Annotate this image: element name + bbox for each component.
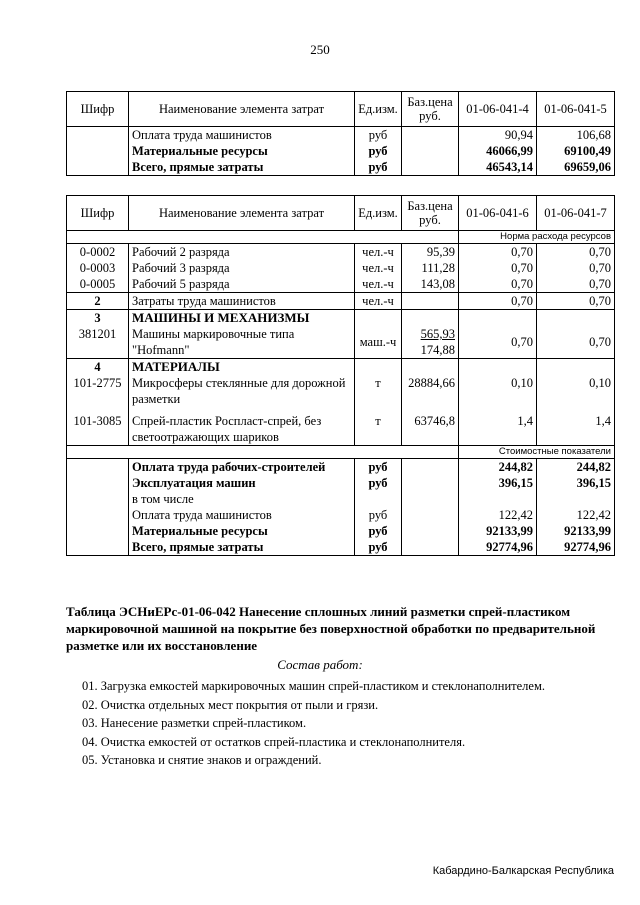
row-value-2: 1,4 bbox=[537, 407, 615, 446]
row-unit: чел.-ч bbox=[355, 244, 402, 261]
cost-value-1: 396,15 bbox=[459, 475, 537, 491]
row-value-2: 0,70 bbox=[537, 244, 615, 261]
table-header-row bbox=[67, 92, 615, 127]
row-value-2: 69100,49 bbox=[537, 143, 615, 159]
section-row bbox=[67, 359, 615, 376]
table-row bbox=[67, 244, 615, 261]
section-heading: МАШИНЫ И МЕХАНИЗМЫ bbox=[129, 310, 355, 327]
cost-name: в том числе bbox=[129, 491, 355, 507]
section-heading: МАТЕРИАЛЫ bbox=[129, 359, 355, 376]
row-name: Рабочий 3 разряда bbox=[129, 260, 355, 276]
header-code: Шифр bbox=[67, 92, 129, 127]
composition-label: Состав работ: bbox=[277, 657, 363, 672]
row-name: Затраты труда машинистов bbox=[129, 293, 355, 310]
cost-row bbox=[67, 475, 615, 491]
table-row bbox=[67, 276, 615, 293]
cost-row bbox=[67, 459, 615, 476]
cost-row bbox=[67, 507, 615, 523]
header-name: Наименование элемента затрат bbox=[129, 196, 355, 231]
header-col-2: 01-06-041-5 bbox=[537, 92, 615, 127]
row-value-1: 0,10 bbox=[459, 375, 537, 407]
cost-value-2: 396,15 bbox=[537, 475, 615, 491]
row-unit: чел.-ч bbox=[355, 276, 402, 293]
header-price: Баз.цена руб. bbox=[402, 196, 459, 231]
row-value-1: 0,70 bbox=[459, 260, 537, 276]
cost-name: Оплата труда рабочих-строителей bbox=[129, 459, 355, 476]
table-row bbox=[67, 407, 615, 446]
cost-row bbox=[67, 523, 615, 539]
header-col-1: 01-06-041-4 bbox=[459, 92, 537, 127]
table-row bbox=[67, 260, 615, 276]
row-name: Материальные ресурсы bbox=[129, 143, 355, 159]
cost-row bbox=[67, 539, 615, 556]
table-row bbox=[67, 127, 615, 144]
list-item: 03. Нанесение разметки спрей-пластиком. bbox=[82, 716, 307, 730]
cost-unit: руб bbox=[355, 539, 402, 556]
cost-row bbox=[67, 491, 615, 507]
cost-value-1: 244,82 bbox=[459, 459, 537, 476]
row-value-2: 69659,06 bbox=[537, 159, 615, 176]
section-title: Таблица ЭСНиЕРс-01-06-042 Нанесение сплошных линий разметки спрей-пластиком маркировочной машиной на покрытие без поверхностной обработки по предварительной разметке или их восстановление bbox=[66, 604, 596, 653]
row-code: 4 bbox=[67, 359, 129, 376]
row-value-1: 1,4 bbox=[459, 407, 537, 446]
header-price: Баз.цена руб. bbox=[402, 92, 459, 127]
cost-value-2: 92774,96 bbox=[537, 539, 615, 556]
page-number: 250 bbox=[310, 42, 330, 57]
row-value-1: 0,70 bbox=[459, 326, 537, 359]
resource-table-2 bbox=[66, 195, 615, 556]
row-name: Рабочий 5 разряда bbox=[129, 276, 355, 293]
cost-value-1 bbox=[459, 491, 537, 507]
row-unit: чел.-ч bbox=[355, 293, 402, 310]
row-code: 0-0002 bbox=[67, 244, 129, 261]
row-code: 2 bbox=[67, 293, 129, 310]
row-unit: руб bbox=[355, 127, 402, 144]
row-name: Всего, прямые затраты bbox=[129, 159, 355, 176]
cost-name: Материальные ресурсы bbox=[129, 523, 355, 539]
row-price: 63746,8 bbox=[402, 407, 459, 446]
row-code: 3 bbox=[67, 310, 129, 327]
cost-unit bbox=[355, 491, 402, 507]
header-unit: Ед.изм. bbox=[355, 196, 402, 231]
row-code: 101-3085 bbox=[67, 407, 129, 446]
row-code: 0-0005 bbox=[67, 276, 129, 293]
cost-unit: руб bbox=[355, 459, 402, 476]
works-list bbox=[82, 677, 612, 770]
row-name: Микросферы стеклянные для дорожной разметки bbox=[129, 375, 355, 407]
list-item: 02. Очистка отдельных мест покрытия от пыли и грязи. bbox=[82, 697, 379, 712]
row-price: 95,39 bbox=[402, 244, 459, 261]
row-name: Оплата труда машинистов bbox=[129, 127, 355, 144]
row-value-1: 46066,99 bbox=[459, 143, 537, 159]
table-row bbox=[67, 143, 615, 159]
cost-unit: руб bbox=[355, 507, 402, 523]
cost-value-2: 122,42 bbox=[537, 507, 615, 523]
row-value-1: 46543,14 bbox=[459, 159, 537, 176]
cost-name: Эксплуатация машин bbox=[129, 475, 355, 491]
cost-value-1: 92133,99 bbox=[459, 523, 537, 539]
row-value-1: 0,70 bbox=[459, 293, 537, 310]
row-unit: маш.-ч bbox=[355, 326, 402, 359]
cost-unit: руб bbox=[355, 523, 402, 539]
row-price: 143,08 bbox=[402, 276, 459, 293]
row-value-1: 0,70 bbox=[459, 244, 537, 261]
cost-value-2: 92133,99 bbox=[537, 523, 615, 539]
cost-name: Оплата труда машинистов bbox=[129, 507, 355, 523]
table-row bbox=[67, 326, 615, 359]
header-col-1: 01-06-041-6 bbox=[459, 196, 537, 231]
cost-value-2 bbox=[537, 491, 615, 507]
norm-label: Норма расхода ресурсов bbox=[459, 231, 615, 244]
resource-table-1 bbox=[66, 91, 615, 176]
norm-subheader bbox=[67, 231, 615, 244]
row-name: Машины маркировочные типа "Hofmann" bbox=[129, 326, 355, 359]
header-name: Наименование элемента затрат bbox=[129, 92, 355, 127]
cost-value-2: 244,82 bbox=[537, 459, 615, 476]
row-unit: т bbox=[355, 407, 402, 446]
table-row bbox=[67, 375, 615, 407]
cost-name: Всего, прямые затраты bbox=[129, 539, 355, 556]
section-row bbox=[67, 310, 615, 327]
table-row bbox=[67, 293, 615, 310]
table-header-row bbox=[67, 196, 615, 231]
row-code: 101-2775 bbox=[67, 375, 129, 407]
row-value-1: 0,70 bbox=[459, 276, 537, 293]
row-unit: т bbox=[355, 375, 402, 407]
cost-unit: руб bbox=[355, 475, 402, 491]
footer-region: Кабардино-Балкарская Республика bbox=[432, 865, 614, 877]
row-unit: руб bbox=[355, 143, 402, 159]
list-item: 04. Очистка емкостей от остатков спрей-пластика и стеклонаполнителя. bbox=[82, 734, 466, 749]
row-price bbox=[402, 293, 459, 310]
header-col-2: 01-06-041-7 bbox=[537, 196, 615, 231]
row-price: 28884,66 bbox=[402, 375, 459, 407]
row-unit: руб bbox=[355, 159, 402, 176]
row-name: Рабочий 2 разряда bbox=[129, 244, 355, 261]
row-value-2: 0,70 bbox=[537, 326, 615, 359]
row-value-2: 106,68 bbox=[537, 127, 615, 144]
row-name: Спрей-пластик Роспласт-спрей, без светоотражающих шариков bbox=[129, 407, 355, 446]
price-primary: 565,93 bbox=[420, 327, 455, 341]
row-code: 381201 bbox=[67, 326, 129, 359]
row-price bbox=[402, 326, 459, 359]
row-value-1: 90,94 bbox=[459, 127, 537, 144]
price-secondary: 174,88 bbox=[420, 343, 455, 357]
header-code: Шифр bbox=[67, 196, 129, 231]
table-row bbox=[67, 159, 615, 176]
cost-subheader bbox=[67, 446, 615, 459]
list-item: 05. Установка и снятие знаков и ограждений. bbox=[82, 753, 322, 767]
header-unit: Ед.изм. bbox=[355, 92, 402, 127]
row-code: 0-0003 bbox=[67, 260, 129, 276]
row-price: 111,28 bbox=[402, 260, 459, 276]
cost-value-1: 92774,96 bbox=[459, 539, 537, 556]
row-value-2: 0,70 bbox=[537, 276, 615, 293]
row-value-2: 0,70 bbox=[537, 260, 615, 276]
row-unit: чел.-ч bbox=[355, 260, 402, 276]
cost-value-1: 122,42 bbox=[459, 507, 537, 523]
cost-label: Стоимостные показатели bbox=[459, 446, 615, 459]
list-item: 01. Загрузка емкостей маркировочных машин спрей-пластиком и стеклонаполнителем. bbox=[82, 679, 546, 693]
row-value-2: 0,10 bbox=[537, 375, 615, 407]
row-value-2: 0,70 bbox=[537, 293, 615, 310]
